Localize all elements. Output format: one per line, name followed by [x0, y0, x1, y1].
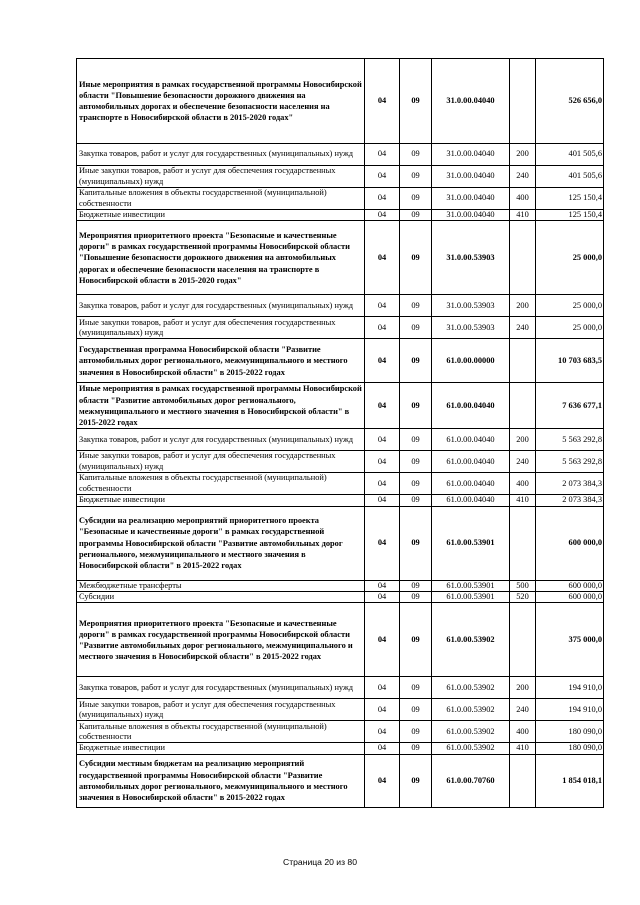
budget-table-body [77, 59, 604, 808]
row-target-article: 61.0.00.04040 [432, 495, 510, 506]
row-name: Закупка товаров, работ и услуг для государственных (муниципальных) нужд [77, 295, 365, 317]
row-amount: 5 563 292,8 [536, 451, 604, 473]
row-expense-type [510, 383, 536, 429]
row-amount: 180 090,0 [536, 721, 604, 743]
row-section-code: 04 [365, 721, 400, 743]
row-target-article: 61.0.00.70760 [432, 754, 510, 807]
table-row [77, 580, 604, 591]
row-subsection-code: 09 [400, 295, 432, 317]
row-name: Капитальные вложения в объекты государственной (муниципальной) собственности [77, 188, 365, 210]
row-target-article: 61.0.00.53901 [432, 580, 510, 591]
budget-table [76, 58, 604, 808]
table-row [77, 754, 604, 807]
row-name: Государственная программа Новосибирской области "Развитие автомобильных дорог регионального, межмуниципального и местного значения в Новосибирской области" в 2015-2022 годах [77, 339, 365, 383]
row-name: Капитальные вложения в объекты государственной (муниципальной) собственности [77, 473, 365, 495]
row-name: Субсидии на реализацию мероприятий приоритетного проекта "Безопасные и качественные дороги" в рамках государственной программы Новосибирской области "Развитие автомобильных дорог регионального, межмуниципального и местного значения в Новосибирской области" в 2015-2022 годах [77, 506, 365, 580]
row-name: Бюджетные инвестиции [77, 210, 365, 221]
row-target-article: 61.0.00.53901 [432, 506, 510, 580]
row-amount: 25 000,0 [536, 295, 604, 317]
table-row [77, 473, 604, 495]
row-expense-type: 200 [510, 677, 536, 699]
table-row [77, 721, 604, 743]
row-target-article: 61.0.00.53902 [432, 603, 510, 677]
row-name: Иные закупки товаров, работ и услуг для обеспечения государственных (муниципальных) нужд [77, 166, 365, 188]
row-subsection-code: 09 [400, 699, 432, 721]
table-row [77, 603, 604, 677]
table-row [77, 210, 604, 221]
row-subsection-code: 09 [400, 677, 432, 699]
table-row [77, 495, 604, 506]
row-subsection-code: 09 [400, 721, 432, 743]
row-target-article: 31.0.00.04040 [432, 210, 510, 221]
row-name: Иные закупки товаров, работ и услуг для обеспечения государственных (муниципальных) нужд [77, 699, 365, 721]
row-amount: 526 656,0 [536, 59, 604, 144]
row-amount: 194 910,0 [536, 699, 604, 721]
row-target-article: 61.0.00.53902 [432, 677, 510, 699]
table-row [77, 677, 604, 699]
table-row [77, 339, 604, 383]
row-amount: 180 090,0 [536, 743, 604, 754]
row-name: Межбюджетные трансферты [77, 580, 365, 591]
row-expense-type: 240 [510, 317, 536, 339]
row-subsection-code: 09 [400, 506, 432, 580]
row-amount: 10 703 683,5 [536, 339, 604, 383]
row-section-code: 04 [365, 221, 400, 295]
row-name: Капитальные вложения в объекты государственной (муниципальной) собственности [77, 721, 365, 743]
row-name: Бюджетные инвестиции [77, 495, 365, 506]
row-amount: 600 000,0 [536, 506, 604, 580]
row-expense-type: 410 [510, 210, 536, 221]
row-target-article: 31.0.00.04040 [432, 144, 510, 166]
row-expense-type: 240 [510, 699, 536, 721]
row-expense-type: 240 [510, 166, 536, 188]
row-target-article: 61.0.00.53902 [432, 743, 510, 754]
row-section-code: 04 [365, 677, 400, 699]
row-expense-type: 200 [510, 295, 536, 317]
budget-page [76, 58, 603, 808]
row-section-code: 04 [365, 580, 400, 591]
row-expense-type: 200 [510, 429, 536, 451]
row-amount: 2 073 384,3 [536, 473, 604, 495]
row-amount: 1 854 018,1 [536, 754, 604, 807]
row-subsection-code: 09 [400, 495, 432, 506]
row-subsection-code: 09 [400, 339, 432, 383]
row-subsection-code: 09 [400, 144, 432, 166]
row-section-code: 04 [365, 495, 400, 506]
row-section-code: 04 [365, 429, 400, 451]
row-expense-type [510, 59, 536, 144]
table-row [77, 221, 604, 295]
row-target-article: 31.0.00.53903 [432, 317, 510, 339]
row-subsection-code: 09 [400, 429, 432, 451]
row-name: Бюджетные инвестиции [77, 743, 365, 754]
row-amount: 375 000,0 [536, 603, 604, 677]
row-section-code: 04 [365, 188, 400, 210]
table-row [77, 317, 604, 339]
row-section-code: 04 [365, 451, 400, 473]
row-amount: 25 000,0 [536, 221, 604, 295]
row-expense-type: 410 [510, 495, 536, 506]
table-row [77, 429, 604, 451]
row-section-code: 04 [365, 754, 400, 807]
table-row [77, 592, 604, 603]
row-section-code: 04 [365, 699, 400, 721]
row-expense-type: 410 [510, 743, 536, 754]
row-target-article: 61.0.00.00000 [432, 339, 510, 383]
table-row [77, 59, 604, 144]
row-name: Закупка товаров, работ и услуг для государственных (муниципальных) нужд [77, 677, 365, 699]
row-section-code: 04 [365, 592, 400, 603]
row-expense-type [510, 603, 536, 677]
row-name: Иные закупки товаров, работ и услуг для обеспечения государственных (муниципальных) нужд [77, 317, 365, 339]
row-name: Иные мероприятия в рамках государственной программы Новосибирской области "Развитие автомобильных дорог регионального, межмуниципального и местного значения в Новосибирской области" в 2015-2022 годах [77, 383, 365, 429]
row-expense-type: 240 [510, 451, 536, 473]
row-amount: 125 150,4 [536, 188, 604, 210]
row-expense-type: 200 [510, 144, 536, 166]
row-section-code: 04 [365, 295, 400, 317]
row-target-article: 31.0.00.53903 [432, 221, 510, 295]
row-amount: 125 150,4 [536, 210, 604, 221]
row-target-article: 61.0.00.04040 [432, 383, 510, 429]
row-expense-type [510, 754, 536, 807]
row-section-code: 04 [365, 383, 400, 429]
row-section-code: 04 [365, 317, 400, 339]
row-subsection-code: 09 [400, 473, 432, 495]
row-expense-type: 400 [510, 188, 536, 210]
row-name: Мероприятия приоритетного проекта "Безопасные и качественные дороги" в рамках государственной программы Новосибирской области "Развитие автомобильных дорог регионального, межмуниципального и местного значения в Новосибирской области" в 2015-2022 годах [77, 603, 365, 677]
row-amount: 194 910,0 [536, 677, 604, 699]
row-expense-type [510, 221, 536, 295]
row-target-article: 61.0.00.04040 [432, 429, 510, 451]
table-row [77, 506, 604, 580]
row-section-code: 04 [365, 210, 400, 221]
row-name: Закупка товаров, работ и услуг для государственных (муниципальных) нужд [77, 144, 365, 166]
row-amount: 401 505,6 [536, 166, 604, 188]
row-section-code: 04 [365, 59, 400, 144]
row-section-code: 04 [365, 339, 400, 383]
table-row [77, 743, 604, 754]
table-row [77, 383, 604, 429]
table-row [77, 144, 604, 166]
row-expense-type: 400 [510, 473, 536, 495]
row-expense-type [510, 339, 536, 383]
row-name: Закупка товаров, работ и услуг для государственных (муниципальных) нужд [77, 429, 365, 451]
row-amount: 5 563 292,8 [536, 429, 604, 451]
row-section-code: 04 [365, 144, 400, 166]
table-row [77, 188, 604, 210]
row-name: Субсидии [77, 592, 365, 603]
row-amount: 7 636 677,1 [536, 383, 604, 429]
row-subsection-code: 09 [400, 743, 432, 754]
row-expense-type: 400 [510, 721, 536, 743]
table-row [77, 166, 604, 188]
row-section-code: 04 [365, 603, 400, 677]
row-target-article: 61.0.00.04040 [432, 473, 510, 495]
row-name: Мероприятия приоритетного проекта "Безопасные и качественные дороги" в рамках государственной программы Новосибирской области "Повышение безопасности дорожного движения на автомобильных дорогах и обеспечение безопасности населения на транспорте в Новосибирской области в 2015-2020 годах" [77, 221, 365, 295]
row-subsection-code: 09 [400, 383, 432, 429]
row-amount: 600 000,0 [536, 592, 604, 603]
row-target-article: 31.0.00.04040 [432, 166, 510, 188]
row-subsection-code: 09 [400, 754, 432, 807]
row-target-article: 61.0.00.53902 [432, 699, 510, 721]
page-number: Страница 20 из 80 [283, 857, 357, 867]
row-subsection-code: 09 [400, 210, 432, 221]
row-subsection-code: 09 [400, 317, 432, 339]
row-amount: 25 000,0 [536, 317, 604, 339]
table-row [77, 295, 604, 317]
row-subsection-code: 09 [400, 188, 432, 210]
row-section-code: 04 [365, 506, 400, 580]
row-expense-type [510, 506, 536, 580]
row-subsection-code: 09 [400, 603, 432, 677]
row-subsection-code: 09 [400, 451, 432, 473]
row-target-article: 31.0.00.04040 [432, 59, 510, 144]
row-name: Иные мероприятия в рамках государственной программы Новосибирской области "Повышение безопасности дорожного движения на автомобильных дорогах и обеспечение безопасности населения на транспорте в Новосибирской области в 2015-2020 годах" [77, 59, 365, 144]
row-subsection-code: 09 [400, 580, 432, 591]
row-expense-type: 500 [510, 580, 536, 591]
row-subsection-code: 09 [400, 59, 432, 144]
row-section-code: 04 [365, 166, 400, 188]
row-name: Субсидии местным бюджетам на реализацию мероприятий государственной программы Новосибирской области "Развитие автомобильных дорог регионального, межмуниципального и местного значения в Новосибирской области" в 2015-2022 годах [77, 754, 365, 807]
row-target-article: 61.0.00.53901 [432, 592, 510, 603]
row-subsection-code: 09 [400, 221, 432, 295]
row-amount: 401 505,6 [536, 144, 604, 166]
row-target-article: 31.0.00.53903 [432, 295, 510, 317]
table-row [77, 451, 604, 473]
row-amount: 2 073 384,3 [536, 495, 604, 506]
row-amount: 600 000,0 [536, 580, 604, 591]
row-expense-type: 520 [510, 592, 536, 603]
row-subsection-code: 09 [400, 592, 432, 603]
row-name: Иные закупки товаров, работ и услуг для обеспечения государственных (муниципальных) нужд [77, 451, 365, 473]
table-row [77, 699, 604, 721]
row-target-article: 61.0.00.53902 [432, 721, 510, 743]
row-target-article: 31.0.00.04040 [432, 188, 510, 210]
row-section-code: 04 [365, 473, 400, 495]
row-subsection-code: 09 [400, 166, 432, 188]
row-target-article: 61.0.00.04040 [432, 451, 510, 473]
row-section-code: 04 [365, 743, 400, 754]
